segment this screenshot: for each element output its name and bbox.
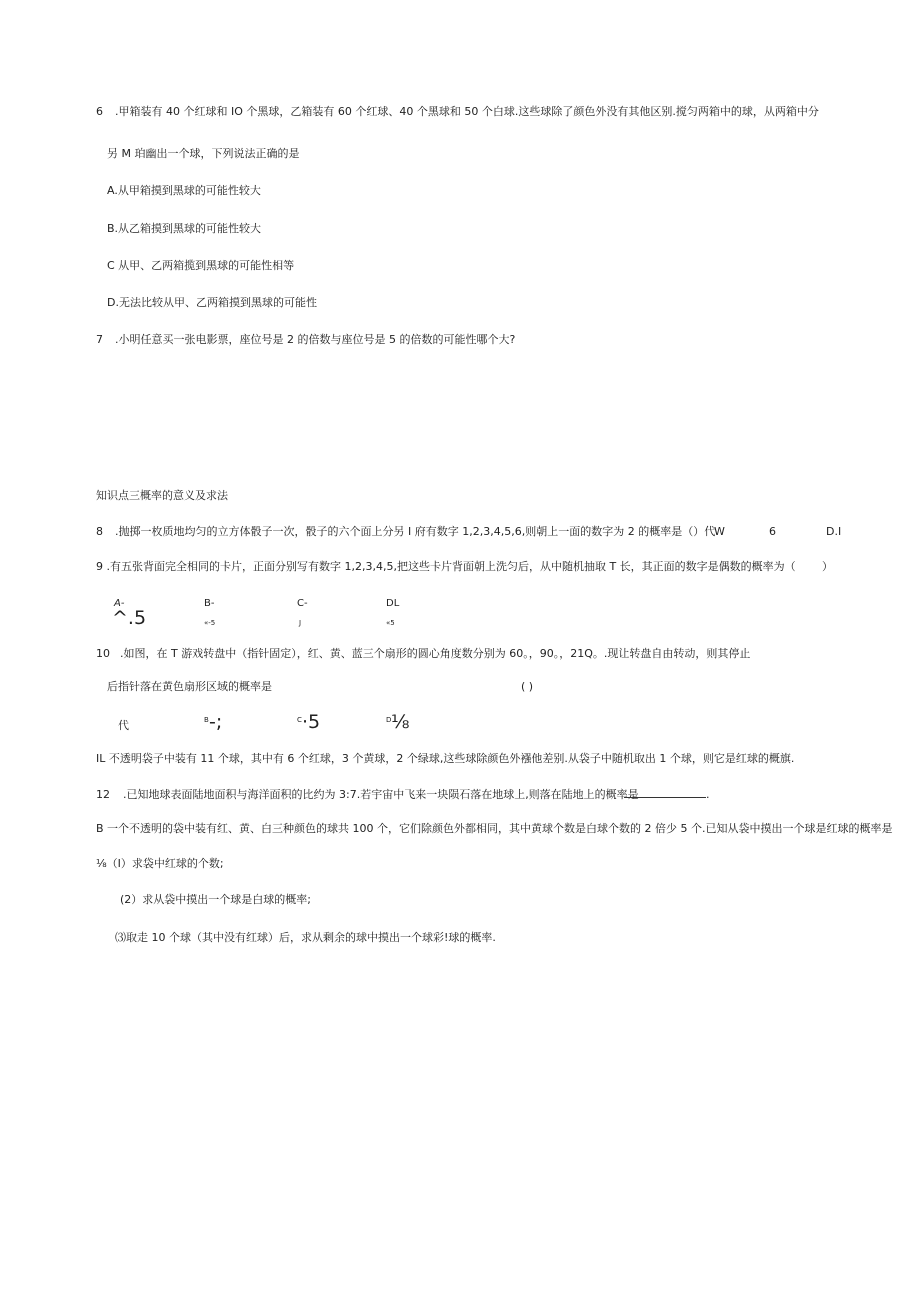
q10-option-c-letter: C — [297, 716, 302, 724]
q8-stem: .抛掷一枚质地均匀的立方体骰子一次，骰子的六个面上分另 I 府有数字 1,2,3,4,5,6,则朝上一面的数字为 2 的概率是（）代 — [115, 525, 716, 538]
q12-number: 12 — [96, 788, 110, 801]
q6-stem-line2: 另 M 珀幽出一个球，下列说法正确的是 — [107, 147, 300, 160]
q10-option-b-letter: B — [204, 716, 209, 724]
q10-option-c-value: ·5 — [302, 711, 321, 733]
q12-end: . — [706, 788, 710, 801]
q8-option-b: W — [714, 525, 725, 538]
q9-close-paren: ） — [822, 560, 833, 573]
q8-option-c: 6 — [769, 525, 776, 538]
q7-stem: .小明任意买一张电影票，座位号是 2 的倍数与座位号是 5 的倍数的可能性哪个大? — [115, 333, 516, 346]
q12-answer-blank — [624, 788, 710, 802]
q9-option-a-value: ^.5 — [112, 607, 147, 629]
q6-number: 6 — [96, 105, 103, 118]
q10-option-d-value: ⅛ — [391, 711, 410, 733]
q10-answer-paren: ( ) — [521, 680, 534, 693]
q9-option-b-top: B- — [204, 598, 215, 609]
q9-option-b-value: «-5 — [204, 619, 216, 627]
q12-stem: .已知地球表面陆地面积与海洋面积的比约为 3:7.若宇宙中飞来一块陨石落在地球上,则落在陆地上的概率是 — [123, 788, 639, 801]
q9-option-a-top: A- — [114, 598, 125, 609]
q6-option-c: C 从甲、乙两箱揽到黑球的可能性相等 — [107, 259, 295, 272]
q10-number: 10 — [96, 647, 110, 660]
q9-option-c-value: J — [299, 619, 302, 627]
q9-stem: 9 .有五张背面完全相同的卡片，正面分别写有数字 1,2,3,4,5,把这些卡片背面朝上洗匀后，从中随机抽取 T 长，其正面的数字是偶数的概率为（ — [96, 560, 796, 573]
section-title: 知识点三概率的意义及求法 — [96, 489, 228, 502]
q10-stem-line2: 后指针落在黄色扇形区域的概率是 — [107, 680, 272, 693]
q8-option-d: D.I — [826, 525, 842, 538]
q9-option-d-value: «5 — [386, 619, 395, 627]
q13-stem: B 一个不透明的袋中装有红、黄、白三种颜色的球共 100 个，它们除颜色外都相同，其中黄球个数是白球个数的 2 倍少 5 个.已知从袋中摸出一个球是红球的概率是 — [96, 822, 893, 835]
q7-number: 7 — [96, 333, 103, 346]
q13-part3: ⑶取走 10 个球（其中没有红球）后，求从剩余的球中摸出一个球彩!球的概率. — [115, 931, 496, 944]
q10-option-b-value: -; — [209, 711, 223, 733]
q9-option-c-top: C- — [297, 598, 308, 609]
q6-option-d: D.无法比较从甲、乙两箱摸到黑球的可能性 — [107, 296, 317, 309]
q9-option-d-top: DL — [386, 598, 400, 609]
q6-stem-line1: .甲箱装有 40 个红球和 IO 个黑球，乙箱装有 60 个红球、40 个黑球和 50 个白球.这些球除了颜色外没有其他区别.搅匀两箱中的球，从两箱中分 — [115, 105, 819, 118]
q10-stem-line1: .如图，在 T 游戏转盘中（指针固定），红、黄、蓝三个扇形的圆心角度数分别为 60。，90。，21Q。.现让转盘自由转动，则其停止 — [120, 647, 751, 660]
q13-part1: ⅛（I）求袋中红球的个数; — [96, 857, 224, 870]
q6-option-a: A.从甲箱摸到黑球的可能性较大 — [107, 184, 261, 197]
q11-stem: IL 不透明袋子中装有 11 个球，其中有 6 个红球，3 个黄球，2 个绿球,这些球除颜色外襁他差别.从袋子中随机取出 1 个球，则它是红球的概旗. — [96, 752, 795, 765]
q13-part2: (2）求从袋中摸出一个球是白球的概率; — [120, 893, 311, 906]
q10-option-a: 代 — [118, 719, 129, 732]
q10-option-d-letter: D — [386, 716, 392, 724]
q8-number: 8 — [96, 525, 103, 538]
q6-option-b: B.从乙箱摸到黑球的可能性较大 — [107, 222, 262, 235]
